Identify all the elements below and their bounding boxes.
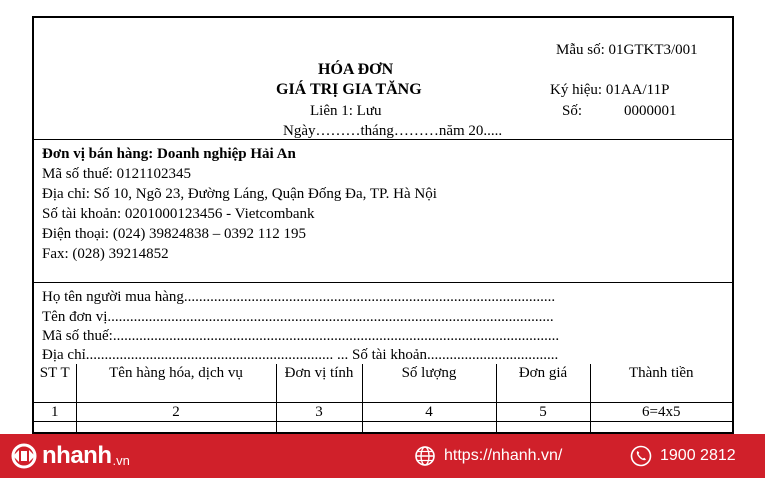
seller-fax: Fax: (028) 39214852 [42,246,169,262]
buyer-tax-line: Mã số thuế:....................................................................................................................... [42,328,560,344]
invoice-symbol: Ký hiệu: 01AA/11P [550,82,670,98]
table-cell [76,422,276,435]
column-header-quantity: Số lượng [362,364,496,403]
divider [34,282,732,283]
table-cell: 4 [362,403,496,422]
table-cell [34,422,76,435]
column-header-stt: ST T [34,364,76,403]
brand-suffix: .vn [112,452,130,468]
brand-name: nhanh [42,442,112,469]
column-header-price: Đơn giá [496,364,590,403]
nhanh-logo-icon [10,442,38,470]
seller-phone: Điện thoại: (024) 39824838 – 0392 112 195 [42,226,307,242]
globe-icon [414,445,436,467]
buyer-name-line: Họ tên người mua hàng................................................................................................... [42,289,556,305]
date-line: Ngày………tháng………năm 20..... [283,123,503,139]
invoice-form [32,16,734,434]
items-table [34,364,732,434]
table-cell: 6=4x5 [590,403,732,422]
table-cell [276,422,362,435]
copy-label: Liên 1: Lưu [310,103,382,119]
column-header-unit: Đơn vị tính [276,364,362,403]
buyer-unit-line: Tên đơn vị....................................................................................................................... [42,309,554,325]
table-cell [496,422,590,435]
table-header-row [34,364,732,403]
seller-tax-code: Mã số thuế: 0121102345 [42,166,192,182]
seller-address: Địa chỉ: Số 10, Ngõ 23, Đường Láng, Quận Đống Đa, TP. Hà Nội [42,186,437,202]
invoice-subtitle: GIÁ TRỊ GIA TĂNG [276,81,422,98]
table-cell [362,422,496,435]
form-number: Mẫu số: 01GTKT3/001 [556,42,698,58]
column-header-goods: Tên hàng hóa, dịch vụ [76,364,276,403]
table-row [34,403,732,422]
hotline-link[interactable] [630,444,736,468]
table-cell [590,422,732,435]
brand-logo[interactable] [10,441,130,471]
footer-banner [0,434,765,478]
invoice-number-label: Số: [562,103,583,119]
table-cell: 2 [76,403,276,422]
seller-name: Đơn vị bán hàng: Doanh nghiệp Hải An [42,146,296,162]
table-cell: 5 [496,403,590,422]
table-row [34,422,732,435]
column-header-amount: Thành tiền [590,364,732,403]
website-url: https://nhanh.vn/ [444,447,563,464]
seller-account: Số tài khoản: 0201000123456 - Vietcombank [42,206,315,222]
table-cell: 3 [276,403,362,422]
divider [34,139,732,140]
hotline-number: 1900 2812 [660,447,736,464]
invoice-title: HÓA ĐƠN [318,61,394,78]
buyer-address-line: Địa chỉ.................................................................. ... Số tài khoản................................... [42,347,559,363]
website-link[interactable] [414,444,562,468]
invoice-number: 0000001 [624,103,677,119]
table-cell: 1 [34,403,76,422]
phone-icon [630,445,652,467]
